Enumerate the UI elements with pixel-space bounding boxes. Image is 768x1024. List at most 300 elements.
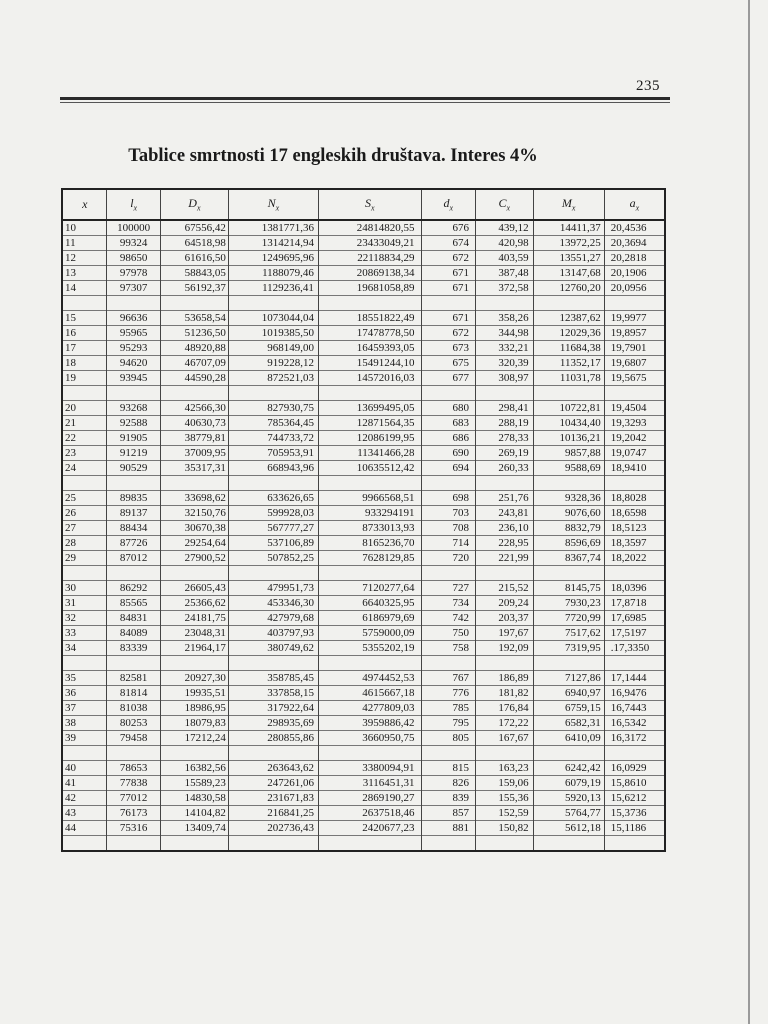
- table-cell-lx: 89835: [107, 491, 160, 506]
- table-cell-x: 33: [63, 626, 107, 641]
- table-cell-cx: 228,95: [475, 536, 533, 551]
- empty-cell: [318, 746, 421, 761]
- table-row: [63, 491, 664, 506]
- table-cell-lx: 87726: [107, 536, 160, 551]
- table-cell-mx: 6079,19: [533, 776, 604, 791]
- mortality-table: [63, 190, 664, 850]
- empty-cell: [421, 656, 475, 671]
- table-cell-cx: 221,99: [475, 551, 533, 566]
- table-cell-dd: 674: [421, 236, 475, 251]
- column-header-subscript: x: [370, 203, 375, 213]
- table-cell-dx: 38779,81: [160, 431, 228, 446]
- table-cell-x: 27: [63, 521, 107, 536]
- table-cell-mx: 5612,18: [533, 821, 604, 836]
- table-cell-x: 12: [63, 251, 107, 266]
- table-cell-dd: 672: [421, 326, 475, 341]
- table-cell-nx: 785364,45: [228, 416, 318, 431]
- empty-cell: [63, 656, 107, 671]
- table-cell-dx: 19935,51: [160, 686, 228, 701]
- group-separator-row: [63, 656, 664, 671]
- empty-cell: [107, 386, 160, 401]
- table-cell-ax: 19,5675: [604, 371, 664, 386]
- group-separator-row: [63, 386, 664, 401]
- table-cell-mx: 12029,36: [533, 326, 604, 341]
- table-cell-ax: 16,3172: [604, 731, 664, 746]
- table-cell-nx: 1249695,96: [228, 251, 318, 266]
- column-header-dd: [421, 190, 475, 220]
- table-row: [63, 326, 664, 341]
- table-cell-nx: 827930,75: [228, 401, 318, 416]
- table-cell-dx: 14830,58: [160, 791, 228, 806]
- table-cell-ax: 16,0929: [604, 761, 664, 776]
- table-cell-dd: 694: [421, 461, 475, 476]
- table-cell-x: 10: [63, 220, 107, 236]
- table-cell-dd: 857: [421, 806, 475, 821]
- empty-cell: [318, 836, 421, 851]
- table-cell-dx: 42566,30: [160, 401, 228, 416]
- empty-cell: [475, 296, 533, 311]
- table-row: [63, 551, 664, 566]
- column-header-symbol: N: [267, 196, 276, 211]
- table-row: [63, 521, 664, 536]
- table-cell-lx: 85565: [107, 596, 160, 611]
- table-cell-sx: 23433049,21: [318, 236, 421, 251]
- table-cell-mx: 10722,81: [533, 401, 604, 416]
- empty-cell: [160, 746, 228, 761]
- table-cell-lx: 99324: [107, 236, 160, 251]
- table-row: [63, 431, 664, 446]
- table-cell-nx: 337858,15: [228, 686, 318, 701]
- table-row: [63, 236, 664, 251]
- empty-cell: [228, 566, 318, 581]
- table-cell-dd: 708: [421, 521, 475, 536]
- column-header-subscript: x: [275, 203, 280, 213]
- table-cell-ax: 19,8957: [604, 326, 664, 341]
- table-cell-dd: 805: [421, 731, 475, 746]
- table-cell-x: 44: [63, 821, 107, 836]
- column-header-symbol: d: [443, 196, 450, 211]
- table-cell-x: 40: [63, 761, 107, 776]
- table-cell-mx: 5920,13: [533, 791, 604, 806]
- table-cell-sx: 3380094,91: [318, 761, 421, 776]
- table-cell-dx: 25366,62: [160, 596, 228, 611]
- table-cell-dd: 714: [421, 536, 475, 551]
- table-cell-x: 21: [63, 416, 107, 431]
- table-cell-lx: 82581: [107, 671, 160, 686]
- group-separator-row: [63, 746, 664, 761]
- table-cell-ax: 19,4504: [604, 401, 664, 416]
- table-cell-lx: 97978: [107, 266, 160, 281]
- column-header-subscript: x: [635, 203, 640, 213]
- table-cell-cx: 197,67: [475, 626, 533, 641]
- empty-cell: [533, 656, 604, 671]
- table-cell-nx: 1381771,36: [228, 220, 318, 236]
- table-cell-x: 13: [63, 266, 107, 281]
- table-cell-sx: 9966568,51: [318, 491, 421, 506]
- table-cell-x: 29: [63, 551, 107, 566]
- table-cell-mx: 11031,78: [533, 371, 604, 386]
- table-cell-sx: 5355202,19: [318, 641, 421, 656]
- table-cell-ax: 19,9977: [604, 311, 664, 326]
- table-cell-lx: 91219: [107, 446, 160, 461]
- empty-cell: [604, 296, 664, 311]
- table-cell-x: 24: [63, 461, 107, 476]
- table-row: [63, 401, 664, 416]
- table-cell-ax: 18,2022: [604, 551, 664, 566]
- table-cell-nx: 298935,69: [228, 716, 318, 731]
- table-cell-dx: 29254,64: [160, 536, 228, 551]
- table-cell-sx: 4615667,18: [318, 686, 421, 701]
- table-cell-sx: 6640325,95: [318, 596, 421, 611]
- table-cell-lx: 98650: [107, 251, 160, 266]
- table-cell-sx: 12871564,35: [318, 416, 421, 431]
- column-header-symbol: M: [561, 196, 572, 211]
- empty-cell: [228, 836, 318, 851]
- table-cell-x: 36: [63, 686, 107, 701]
- table-cell-ax: 17,8718: [604, 596, 664, 611]
- empty-cell: [604, 656, 664, 671]
- table-cell-dx: 58843,05: [160, 266, 228, 281]
- table-cell-ax: 18,3597: [604, 536, 664, 551]
- table-cell-lx: 90529: [107, 461, 160, 476]
- table-cell-sx: 18551822,49: [318, 311, 421, 326]
- table-cell-mx: 7319,95: [533, 641, 604, 656]
- table-cell-mx: 12760,20: [533, 281, 604, 296]
- table-cell-dd: 671: [421, 311, 475, 326]
- column-header-nx: [228, 190, 318, 220]
- empty-cell: [421, 386, 475, 401]
- table-row: [63, 220, 664, 236]
- empty-cell: [160, 296, 228, 311]
- table-cell-dd: 686: [421, 431, 475, 446]
- empty-cell: [533, 836, 604, 851]
- table-row: [63, 611, 664, 626]
- table-cell-ax: 17,1444: [604, 671, 664, 686]
- empty-cell: [318, 566, 421, 581]
- empty-cell: [318, 476, 421, 491]
- empty-cell: [421, 296, 475, 311]
- table-cell-nx: 567777,27: [228, 521, 318, 536]
- table-cell-mx: 6410,09: [533, 731, 604, 746]
- table-cell-nx: 380749,62: [228, 641, 318, 656]
- empty-cell: [107, 746, 160, 761]
- table-cell-ax: 18,0396: [604, 581, 664, 596]
- table-cell-cx: 439,12: [475, 220, 533, 236]
- table-cell-cx: 215,52: [475, 581, 533, 596]
- column-header-mx: [533, 190, 604, 220]
- empty-cell: [318, 386, 421, 401]
- table-cell-lx: 76173: [107, 806, 160, 821]
- table-cell-x: 26: [63, 506, 107, 521]
- table-cell-x: 18: [63, 356, 107, 371]
- empty-cell: [604, 746, 664, 761]
- table-cell-nx: 1129236,41: [228, 281, 318, 296]
- table-cell-dx: 46707,09: [160, 356, 228, 371]
- empty-cell: [107, 476, 160, 491]
- table-row: [63, 701, 664, 716]
- table-cell-lx: 93268: [107, 401, 160, 416]
- table-cell-cx: 163,23: [475, 761, 533, 776]
- table-cell-lx: 78653: [107, 761, 160, 776]
- empty-cell: [107, 836, 160, 851]
- table-cell-dd: 676: [421, 220, 475, 236]
- table-cell-dd: 839: [421, 791, 475, 806]
- column-header-symbol: l: [130, 196, 134, 211]
- table-cell-cx: 320,39: [475, 356, 533, 371]
- table-cell-nx: 479951,73: [228, 581, 318, 596]
- page-edge: [748, 0, 750, 1024]
- table-cell-sx: 4277809,03: [318, 701, 421, 716]
- table-cell-sx: 6186979,69: [318, 611, 421, 626]
- empty-cell: [63, 746, 107, 761]
- table-row: [63, 341, 664, 356]
- mortality-table-frame: [61, 188, 666, 852]
- table-cell-dd: 826: [421, 776, 475, 791]
- table-cell-sx: 3959886,42: [318, 716, 421, 731]
- table-cell-dd: 671: [421, 281, 475, 296]
- table-cell-cx: 308,97: [475, 371, 533, 386]
- table-cell-cx: 209,24: [475, 596, 533, 611]
- table-cell-mx: 13972,25: [533, 236, 604, 251]
- table-cell-nx: 1314214,94: [228, 236, 318, 251]
- table-cell-mx: 8145,75: [533, 581, 604, 596]
- table-cell-sx: 2637518,46: [318, 806, 421, 821]
- table-cell-ax: 18,8028: [604, 491, 664, 506]
- table-cell-x: 25: [63, 491, 107, 506]
- table-cell-cx: 150,82: [475, 821, 533, 836]
- table-row: [63, 536, 664, 551]
- table-row: [63, 581, 664, 596]
- table-cell-ax: 16,7443: [604, 701, 664, 716]
- table-cell-lx: 81814: [107, 686, 160, 701]
- table-cell-cx: 159,06: [475, 776, 533, 791]
- table-cell-dd: 815: [421, 761, 475, 776]
- table-cell-mx: 11684,38: [533, 341, 604, 356]
- table-cell-nx: 427979,68: [228, 611, 318, 626]
- table-cell-cx: 332,21: [475, 341, 533, 356]
- column-header-subscript: x: [196, 203, 201, 213]
- table-cell-x: 14: [63, 281, 107, 296]
- table-cell-dx: 64518,98: [160, 236, 228, 251]
- empty-cell: [63, 566, 107, 581]
- group-separator-row: [63, 476, 664, 491]
- column-header-ax: [604, 190, 664, 220]
- page-number: 235: [636, 78, 660, 94]
- table-cell-x: 32: [63, 611, 107, 626]
- table-cell-x: 23: [63, 446, 107, 461]
- table-cell-lx: 95293: [107, 341, 160, 356]
- table-cell-cx: 420,98: [475, 236, 533, 251]
- empty-cell: [421, 566, 475, 581]
- empty-cell: [107, 296, 160, 311]
- table-cell-dx: 15589,23: [160, 776, 228, 791]
- table-cell-dd: 673: [421, 341, 475, 356]
- table-cell-x: 28: [63, 536, 107, 551]
- table-cell-cx: 152,59: [475, 806, 533, 821]
- table-cell-dx: 23048,31: [160, 626, 228, 641]
- table-cell-dx: 48920,88: [160, 341, 228, 356]
- table-cell-x: 39: [63, 731, 107, 746]
- table-cell-dx: 17212,24: [160, 731, 228, 746]
- table-cell-sx: 7120277,64: [318, 581, 421, 596]
- table-cell-dd: 776: [421, 686, 475, 701]
- table-cell-x: 22: [63, 431, 107, 446]
- table-cell-cx: 403,59: [475, 251, 533, 266]
- table-cell-sx: 16459393,05: [318, 341, 421, 356]
- table-cell-mx: 12387,62: [533, 311, 604, 326]
- table-cell-cx: 203,37: [475, 611, 533, 626]
- empty-cell: [475, 746, 533, 761]
- empty-cell: [160, 476, 228, 491]
- table-cell-lx: 100000: [107, 220, 160, 236]
- table-cell-lx: 87012: [107, 551, 160, 566]
- table-row: [63, 596, 664, 611]
- header-rule-thin: [60, 102, 670, 103]
- table-cell-sx: 3116451,31: [318, 776, 421, 791]
- table-cell-x: 35: [63, 671, 107, 686]
- table-cell-nx: 744733,72: [228, 431, 318, 446]
- table-cell-cx: 269,19: [475, 446, 533, 461]
- table-cell-dd: 690: [421, 446, 475, 461]
- table-cell-dx: 61616,50: [160, 251, 228, 266]
- table-cell-cx: 186,89: [475, 671, 533, 686]
- table-cell-ax: 15,3736: [604, 806, 664, 821]
- table-cell-nx: 1073044,04: [228, 311, 318, 326]
- table-cell-dd: 671: [421, 266, 475, 281]
- empty-cell: [475, 656, 533, 671]
- table-cell-nx: 1188079,46: [228, 266, 318, 281]
- table-cell-cx: 172,22: [475, 716, 533, 731]
- table-cell-ax: 20,3694: [604, 236, 664, 251]
- table-cell-ax: 15,1186: [604, 821, 664, 836]
- table-cell-sx: 933294191: [318, 506, 421, 521]
- table-cell-x: 19: [63, 371, 107, 386]
- empty-cell: [533, 476, 604, 491]
- table-cell-ax: 15,6212: [604, 791, 664, 806]
- table-cell-dx: 18079,83: [160, 716, 228, 731]
- table-cell-dx: 44590,28: [160, 371, 228, 386]
- table-cell-dd: 680: [421, 401, 475, 416]
- table-cell-cx: 278,33: [475, 431, 533, 446]
- empty-cell: [107, 566, 160, 581]
- table-cell-cx: 167,67: [475, 731, 533, 746]
- table-cell-sx: 19681058,89: [318, 281, 421, 296]
- empty-cell: [63, 476, 107, 491]
- table-cell-dd: 677: [421, 371, 475, 386]
- table-row: [63, 266, 664, 281]
- table-cell-dd: 720: [421, 551, 475, 566]
- table-cell-ax: 18,5123: [604, 521, 664, 536]
- table-cell-sx: 7628129,85: [318, 551, 421, 566]
- table-row: [63, 716, 664, 731]
- table-cell-mx: 6759,15: [533, 701, 604, 716]
- empty-cell: [228, 296, 318, 311]
- empty-cell: [604, 386, 664, 401]
- table-cell-dd: 703: [421, 506, 475, 521]
- table-row: [63, 461, 664, 476]
- table-cell-nx: 202736,43: [228, 821, 318, 836]
- table-cell-nx: 633626,65: [228, 491, 318, 506]
- table-cell-nx: 668943,96: [228, 461, 318, 476]
- group-separator-row: [63, 296, 664, 311]
- table-cell-lx: 92588: [107, 416, 160, 431]
- group-separator-row: [63, 566, 664, 581]
- table-cell-nx: 216841,25: [228, 806, 318, 821]
- table-cell-mx: 7127,86: [533, 671, 604, 686]
- table-cell-ax: 19,7901: [604, 341, 664, 356]
- table-cell-ax: 19,6807: [604, 356, 664, 371]
- table-cell-x: 38: [63, 716, 107, 731]
- column-header-cx: [475, 190, 533, 220]
- column-header-symbol: S: [364, 196, 371, 211]
- table-cell-dd: 683: [421, 416, 475, 431]
- table-cell-x: 16: [63, 326, 107, 341]
- table-cell-mx: 7517,62: [533, 626, 604, 641]
- empty-cell: [228, 656, 318, 671]
- empty-cell: [604, 566, 664, 581]
- table-cell-ax: 19,3293: [604, 416, 664, 431]
- table-cell-mx: 9328,36: [533, 491, 604, 506]
- empty-cell: [63, 296, 107, 311]
- table-row: [63, 731, 664, 746]
- table-cell-sx: 2420677,23: [318, 821, 421, 836]
- table-cell-lx: 95965: [107, 326, 160, 341]
- table-cell-mx: 8367,74: [533, 551, 604, 566]
- table-cell-x: 37: [63, 701, 107, 716]
- empty-cell: [604, 836, 664, 851]
- table-cell-lx: 83339: [107, 641, 160, 656]
- trailing-empty-row: [63, 836, 664, 851]
- table-cell-lx: 96636: [107, 311, 160, 326]
- table-cell-dx: 53658,54: [160, 311, 228, 326]
- table-cell-dx: 32150,76: [160, 506, 228, 521]
- table-cell-dx: 26605,43: [160, 581, 228, 596]
- empty-cell: [421, 746, 475, 761]
- empty-cell: [228, 476, 318, 491]
- table-cell-dd: 785: [421, 701, 475, 716]
- table-cell-lx: 97307: [107, 281, 160, 296]
- table-cell-ax: 17,6985: [604, 611, 664, 626]
- table-cell-lx: 81038: [107, 701, 160, 716]
- empty-cell: [318, 656, 421, 671]
- table-cell-lx: 91905: [107, 431, 160, 446]
- column-header-subscript: x: [571, 203, 576, 213]
- table-row: [63, 311, 664, 326]
- table-cell-x: 11: [63, 236, 107, 251]
- table-cell-nx: 537106,89: [228, 536, 318, 551]
- empty-cell: [160, 656, 228, 671]
- table-cell-nx: 280855,86: [228, 731, 318, 746]
- table-cell-cx: 176,84: [475, 701, 533, 716]
- header-rule: [60, 97, 670, 100]
- column-header-symbol: a: [629, 196, 636, 211]
- table-cell-cx: 260,33: [475, 461, 533, 476]
- table-cell-dd: 758: [421, 641, 475, 656]
- column-header-sx: [318, 190, 421, 220]
- table-cell-cx: 372,58: [475, 281, 533, 296]
- empty-cell: [475, 476, 533, 491]
- table-cell-nx: 968149,00: [228, 341, 318, 356]
- table-row: [63, 806, 664, 821]
- empty-cell: [160, 566, 228, 581]
- table-cell-ax: .17,3350: [604, 641, 664, 656]
- table-row: [63, 686, 664, 701]
- table-cell-lx: 84089: [107, 626, 160, 641]
- table-cell-mx: 5764,77: [533, 806, 604, 821]
- table-cell-cx: 181,82: [475, 686, 533, 701]
- table-cell-mx: 7930,23: [533, 596, 604, 611]
- table-cell-mx: 6940,97: [533, 686, 604, 701]
